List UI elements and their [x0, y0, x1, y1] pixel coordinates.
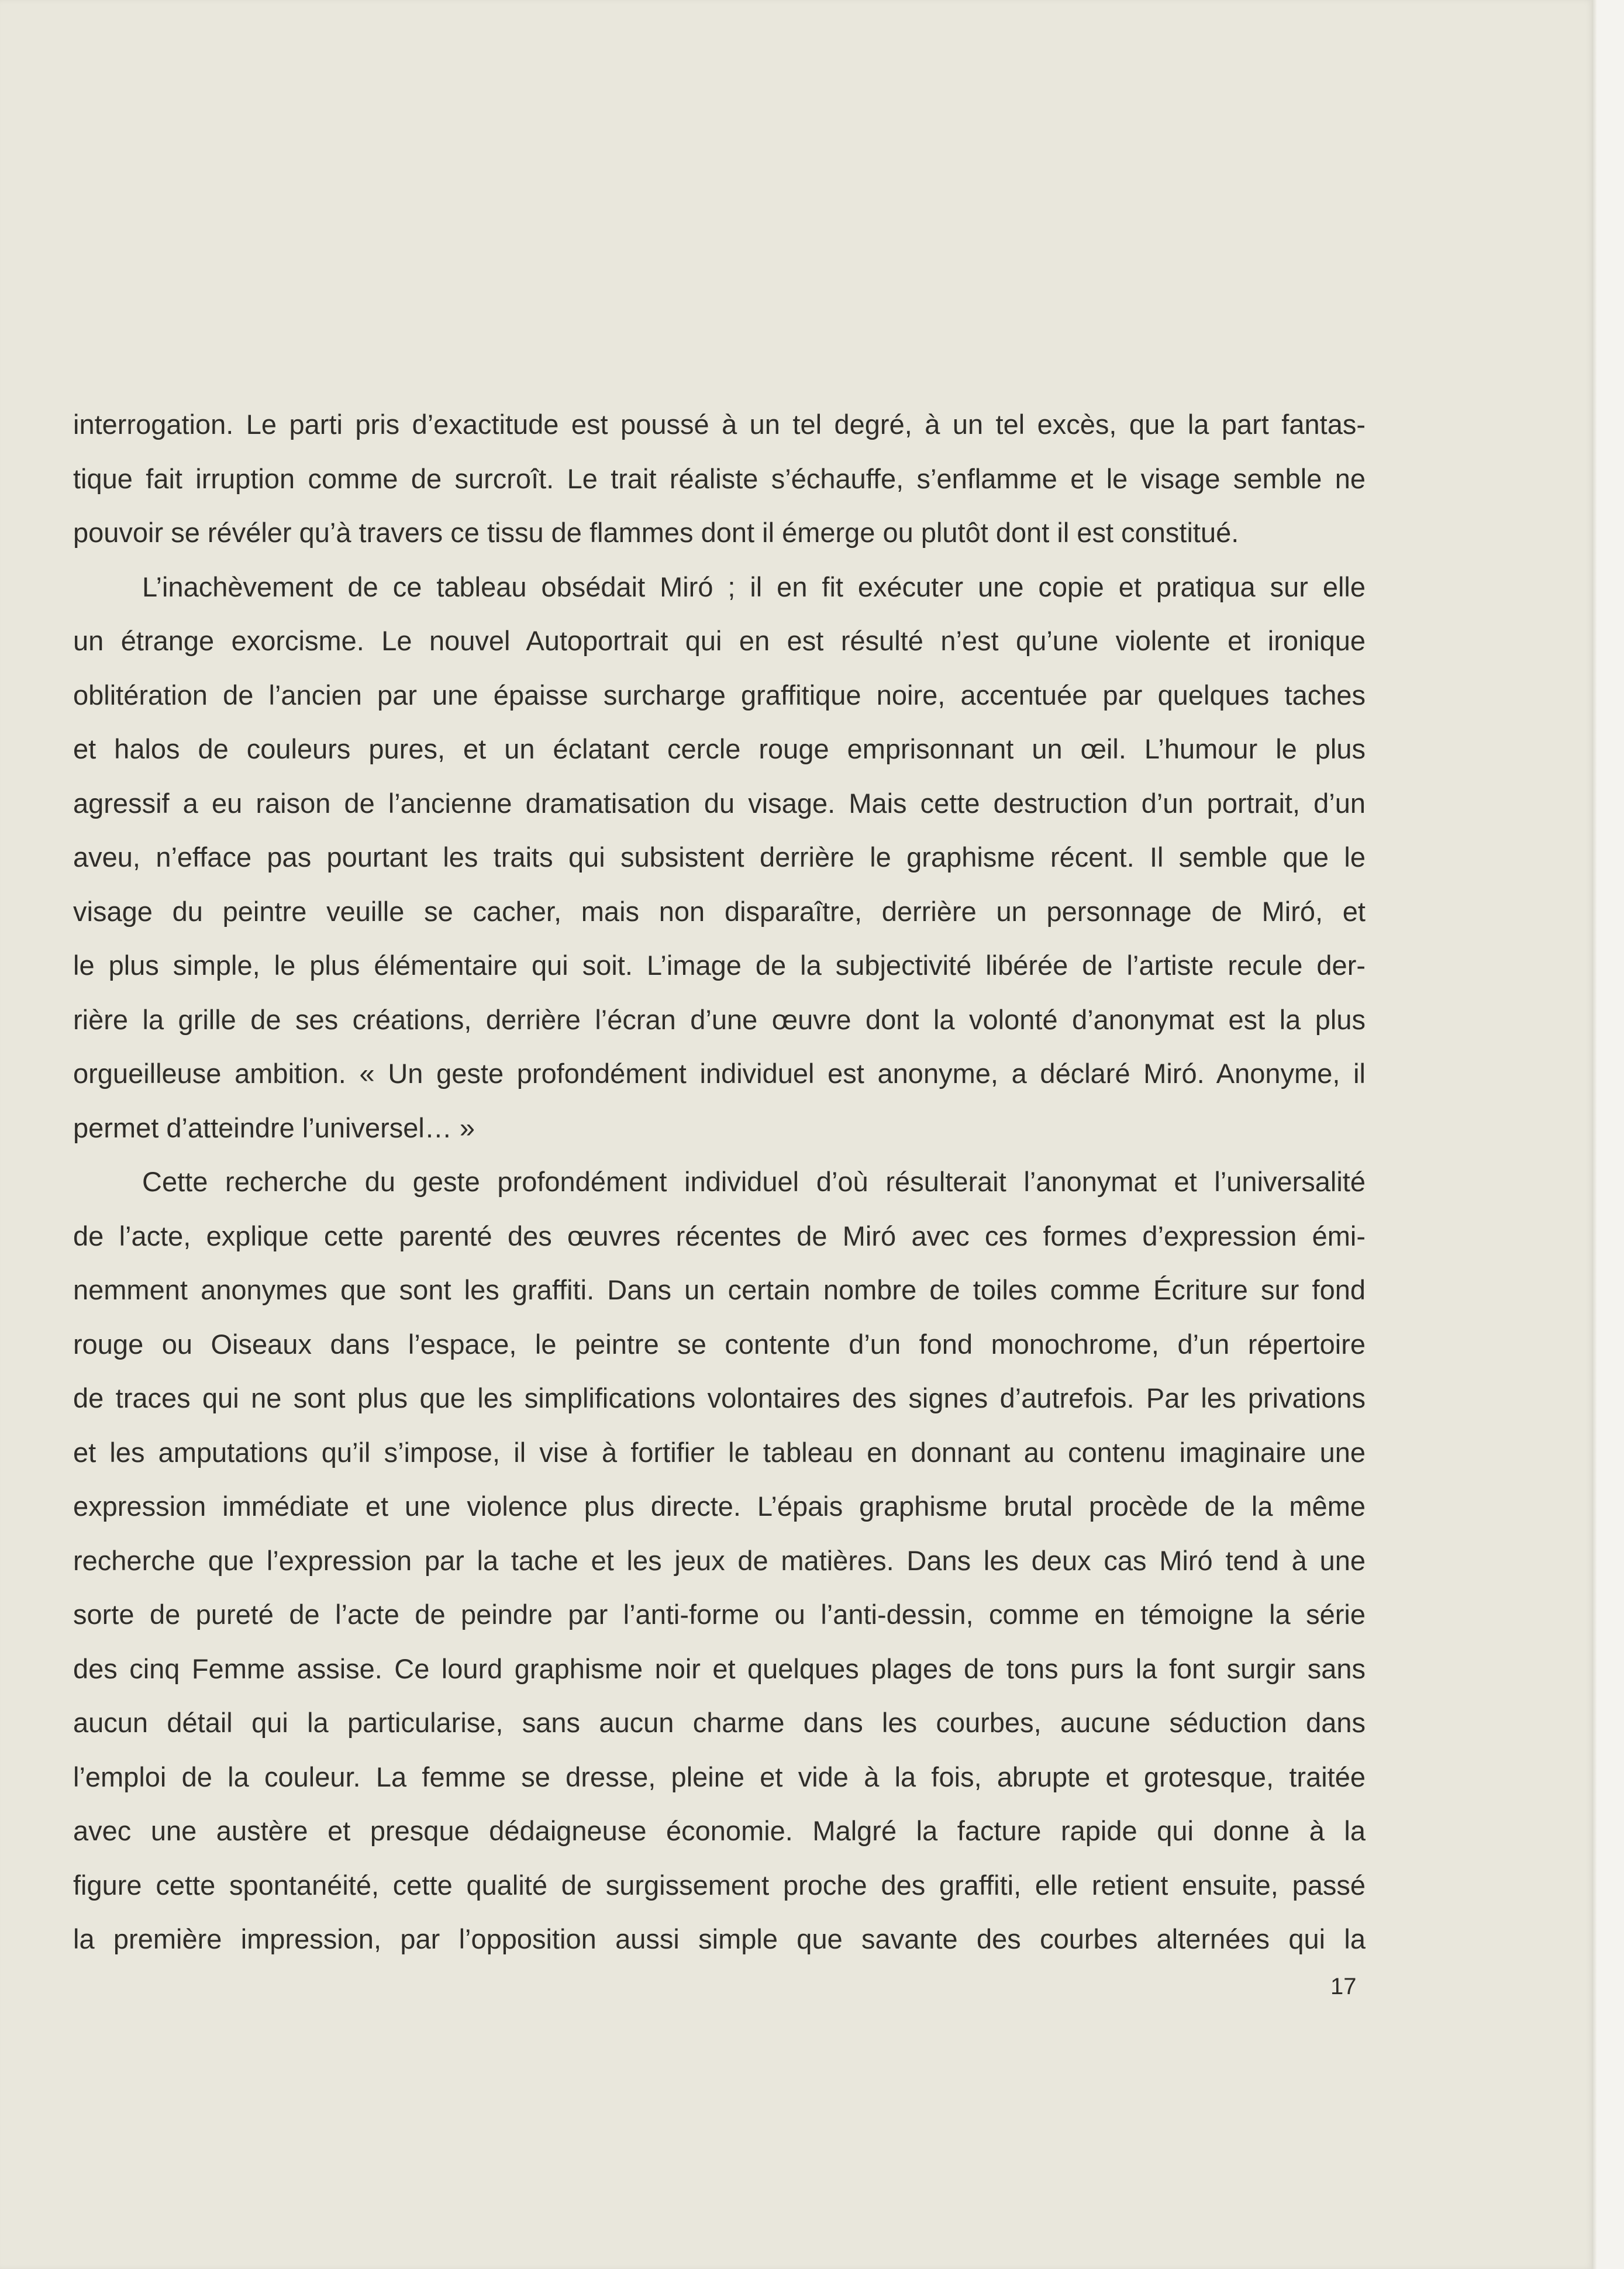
text-line: tique fait irruption comme de surcroît. Le trait réaliste s’échauffe, s’enflamme et le visage semble ne	[73, 463, 1366, 494]
text-line: sorte de pureté de l’acte de peindre par l’anti-forme ou l’anti-dessin, comme en témoigne la série	[73, 1599, 1366, 1630]
text-line: agressif a eu raison de l’ancienne dramatisation du visage. Mais cette destruction d’un portrait, d’un	[73, 787, 1366, 819]
text-line: et halos de couleurs pures, et un éclatant cercle rouge emprisonnant un œil. L’humour le plus	[73, 733, 1366, 764]
text-line: permet d’atteindre l’universel… »	[73, 1112, 475, 1143]
text-line: nemment anonymes que sont les graffiti. Dans un certain nombre de toiles comme Écriture sur fond	[73, 1274, 1366, 1305]
text-line: l’emploi de la couleur. La femme se dresse, pleine et vide à la fois, abrupte et grotesque, traitée	[73, 1761, 1366, 1792]
text-line: des cinq Femme assise. Ce lourd graphisme noir et quelques plages de tons purs la font surgir sans	[73, 1653, 1366, 1684]
text-line: figure cette spontanéité, cette qualité de surgissement proche des graffiti, elle retient ensuite, passé	[73, 1869, 1366, 1901]
text-line: aveu, n’efface pas pourtant les traits qui subsistent derrière le graphisme récent. Il semble que le	[73, 842, 1366, 873]
text-line: aucun détail qui la particularise, sans aucun charme dans les courbes, aucune séduction dans	[73, 1707, 1366, 1738]
page-number: 17	[1330, 1974, 1357, 1999]
text-line: et les amputations qu’il s’impose, il vise à fortifier le tableau en donnant au contenu imaginaire une	[73, 1436, 1366, 1468]
text-line: la première impression, par l’opposition aussi simple que savante des courbes alternées qui la	[73, 1923, 1366, 1954]
text-line: rouge ou Oiseaux dans l’espace, le peintre se contente d’un fond monochrome, d’un répertoire	[73, 1328, 1366, 1360]
page-edge	[1592, 0, 1597, 2269]
text-line: interrogation. Le parti pris d’exactitude est poussé à un tel degré, à un tel excès, que la part fantas-	[73, 409, 1366, 440]
text-line: de l’acte, explique cette parenté des œuvres récentes de Miró avec ces formes d’expression émi-	[73, 1220, 1366, 1251]
text-line: de traces qui ne sont plus que les simplifications volontaires des signes d’autrefois. Par les privations	[73, 1382, 1366, 1413]
text-line: recherche que l’expression par la tache et les jeux de matières. Dans les deux cas Miró tend à une	[73, 1544, 1366, 1576]
text-line: orgueilleuse ambition. « Un geste profondément individuel est anonyme, a déclaré Miró. Anonyme, il	[73, 1058, 1366, 1089]
text-line: rière la grille de ses créations, derrière l’écran d’une œuvre dont la volonté d’anonymat est la plus	[73, 1004, 1366, 1035]
text-line: L’inachèvement de ce tableau obsédait Miró ; il en fit exécuter une copie et pratiqua sur elle	[142, 571, 1366, 602]
text-line: le plus simple, le plus élémentaire qui soit. L’image de la subjectivité libérée de l’artiste recule der-	[73, 950, 1366, 981]
text-line: oblitération de l’ancien par une épaisse surcharge graffitique noire, accentuée par quelques taches	[73, 679, 1366, 711]
text-line: avec une austère et presque dédaigneuse économie. Malgré la facture rapide qui donne à la	[73, 1815, 1366, 1846]
text-line: visage du peintre veuille se cacher, mais non disparaître, derrière un personnage de Miró, et	[73, 895, 1366, 927]
body-text	[73, 398, 1366, 1967]
text-line: pouvoir se révéler qu’à travers ce tissu de flammes dont il émerge ou plutôt dont il est constitué.	[73, 517, 1239, 548]
text-line: expression immédiate et une violence plus directe. L’épais graphisme brutal procède de la même	[73, 1491, 1366, 1522]
text-line: un étrange exorcisme. Le nouvel Autoportrait qui en est résulté n’est qu’une violente et ironique	[73, 625, 1366, 656]
text-line: Cette recherche du geste profondément individuel d’où résulterait l’anonymat et l’universalité	[142, 1166, 1366, 1197]
